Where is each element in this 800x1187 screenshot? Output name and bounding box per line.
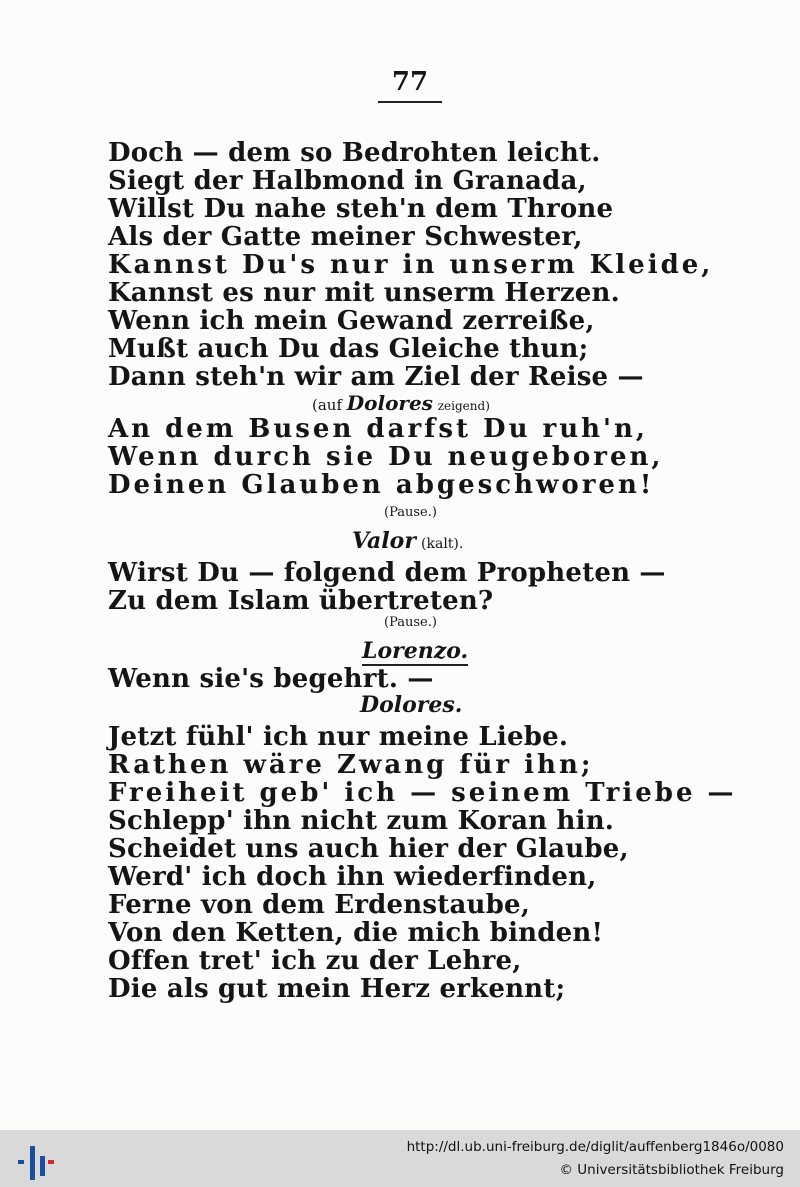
verse-line: Kannst Du's nur in unserm Kleide, xyxy=(108,250,714,280)
speaker-name: Dolores. xyxy=(360,692,463,718)
verse-line: Werd' ich doch ihn wiederfinden, xyxy=(108,862,597,892)
verse-line: Von den Ketten, die mich binden! xyxy=(108,918,604,948)
verse-line: Schlepp' ihn nicht zum Koran hin. xyxy=(108,806,615,836)
stage-direction-name: Dolores xyxy=(346,391,433,415)
copyright-text: © Universitätsbibliothek Freiburg xyxy=(559,1162,784,1178)
speaker-lorenzo xyxy=(362,638,468,666)
speaker-direction: (kalt). xyxy=(421,536,464,552)
verse-line: Scheidet uns auch hier der Glaube, xyxy=(108,834,629,864)
verse-line: Doch — dem so Bedrohten leicht. xyxy=(108,138,601,168)
verse-line: Willst Du nahe steh'n dem Throne xyxy=(108,194,614,224)
stage-direction-close: zeigend) xyxy=(437,399,490,413)
verse-line: Freiheit geb' ich — seinem Triebe — xyxy=(108,778,737,808)
speaker-name: Lorenzo. xyxy=(362,638,469,664)
page-number-rule xyxy=(378,101,442,103)
verse-line: Dann steh'n wir am Ziel der Reise — xyxy=(108,362,644,392)
speaker-dolores xyxy=(360,692,462,720)
verse-line: Wenn ich mein Gewand zerreiße, xyxy=(108,306,595,336)
permalink-url[interactable]: http://dl.ub.uni-freiburg.de/diglit/auffenberg1846o/0080 xyxy=(406,1139,784,1155)
stage-direction-open: (auf xyxy=(312,396,343,414)
verse-line: Wirst Du — folgend dem Propheten — xyxy=(108,558,666,588)
verse-line: Deinen Glauben abgeschworen! xyxy=(108,470,655,500)
verse-line: Die als gut mein Herz erkennt; xyxy=(108,974,566,1004)
verse-line: Kannst es nur mit unserm Herzen. xyxy=(108,278,620,308)
speaker-name: Valor xyxy=(352,528,416,554)
verse-line: Jetzt fühl' ich nur meine Liebe. xyxy=(108,722,569,752)
speaker-valor xyxy=(352,528,463,557)
ub-freiburg-logo-icon xyxy=(12,1138,54,1180)
verse-line: Als der Gatte meiner Schwester, xyxy=(108,222,583,252)
verse-line: Wenn sie's begehrt. — xyxy=(108,664,434,694)
stage-direction xyxy=(312,391,490,415)
verse-line: Mußt auch Du das Gleiche thun; xyxy=(108,334,589,364)
verse-line: Siegt der Halbmond in Granada, xyxy=(108,166,587,196)
verse-line: An dem Busen darfst Du ruh'n, xyxy=(108,414,648,444)
pause-direction: (Pause.) xyxy=(384,505,437,520)
page-number: 77 xyxy=(391,67,429,97)
verse-line: Ferne von dem Erdenstaube, xyxy=(108,890,530,920)
verse-line: Rathen wäre Zwang für ihn; xyxy=(108,750,594,780)
pause-direction: (Pause.) xyxy=(384,615,437,630)
footer-bar xyxy=(0,1130,800,1187)
verse-line: Wenn durch sie Du neugeboren, xyxy=(108,442,664,472)
verse-line: Zu dem Islam übertreten? xyxy=(108,586,494,616)
verse-line: Offen tret' ich zu der Lehre, xyxy=(108,946,522,976)
